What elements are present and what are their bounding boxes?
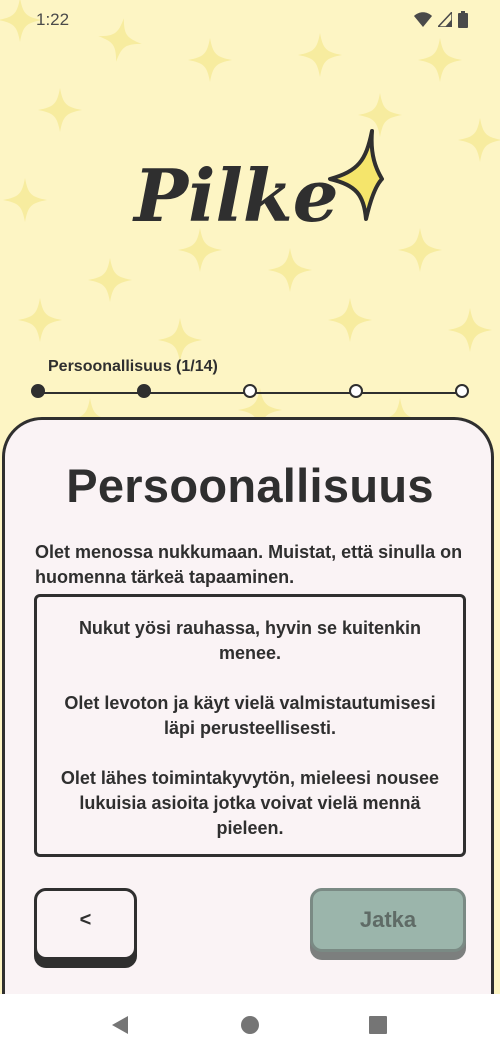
progress-step-5 <box>455 384 469 398</box>
pilke-logo <box>130 125 390 235</box>
back-triangle-icon <box>110 1015 130 1035</box>
navigation-bar <box>0 994 500 1056</box>
status-bar <box>0 0 500 40</box>
back-button[interactable]: < <box>34 888 137 960</box>
signal-icon <box>438 12 452 27</box>
card-title: Persoonallisuus <box>66 459 434 512</box>
logo-wordmark: Pilke <box>134 153 339 235</box>
home-circle-icon <box>240 1015 260 1035</box>
progress-step-3 <box>243 384 257 398</box>
status-icons <box>414 11 468 28</box>
recents-square-icon <box>368 1015 388 1035</box>
progress-step-2 <box>137 384 151 398</box>
option-1[interactable]: Nukut yösi rauhassa, hyvin se kuitenkin menee. <box>78 618 422 663</box>
progress-step-1 <box>31 384 45 398</box>
status-time: 1:22 <box>36 10 70 29</box>
nav-recents-button[interactable] <box>365 1012 391 1038</box>
progress-label: Persoonallisuus (1/14) <box>48 358 218 375</box>
continue-button[interactable]: Jatka <box>310 888 466 952</box>
question-text: Olet menossa nukkumaan. Muistat, että sinulla on huomenna tärkeä tapaaminen. <box>35 542 463 587</box>
nav-back-button[interactable] <box>107 1012 133 1038</box>
progress-step-4 <box>349 384 363 398</box>
option-3[interactable]: Olet lähes toimintakyvytön, mieleesi nousee lukuisia asioita jotka voivat vielä mennä pieleen. <box>60 768 440 838</box>
nav-home-button[interactable] <box>237 1012 263 1038</box>
option-2[interactable]: Olet levoton ja käyt vielä valmistautumisesi läpi perusteellisesti. <box>64 693 436 738</box>
wifi-icon <box>414 12 432 28</box>
options-box <box>34 594 466 857</box>
battery-icon <box>458 11 468 28</box>
